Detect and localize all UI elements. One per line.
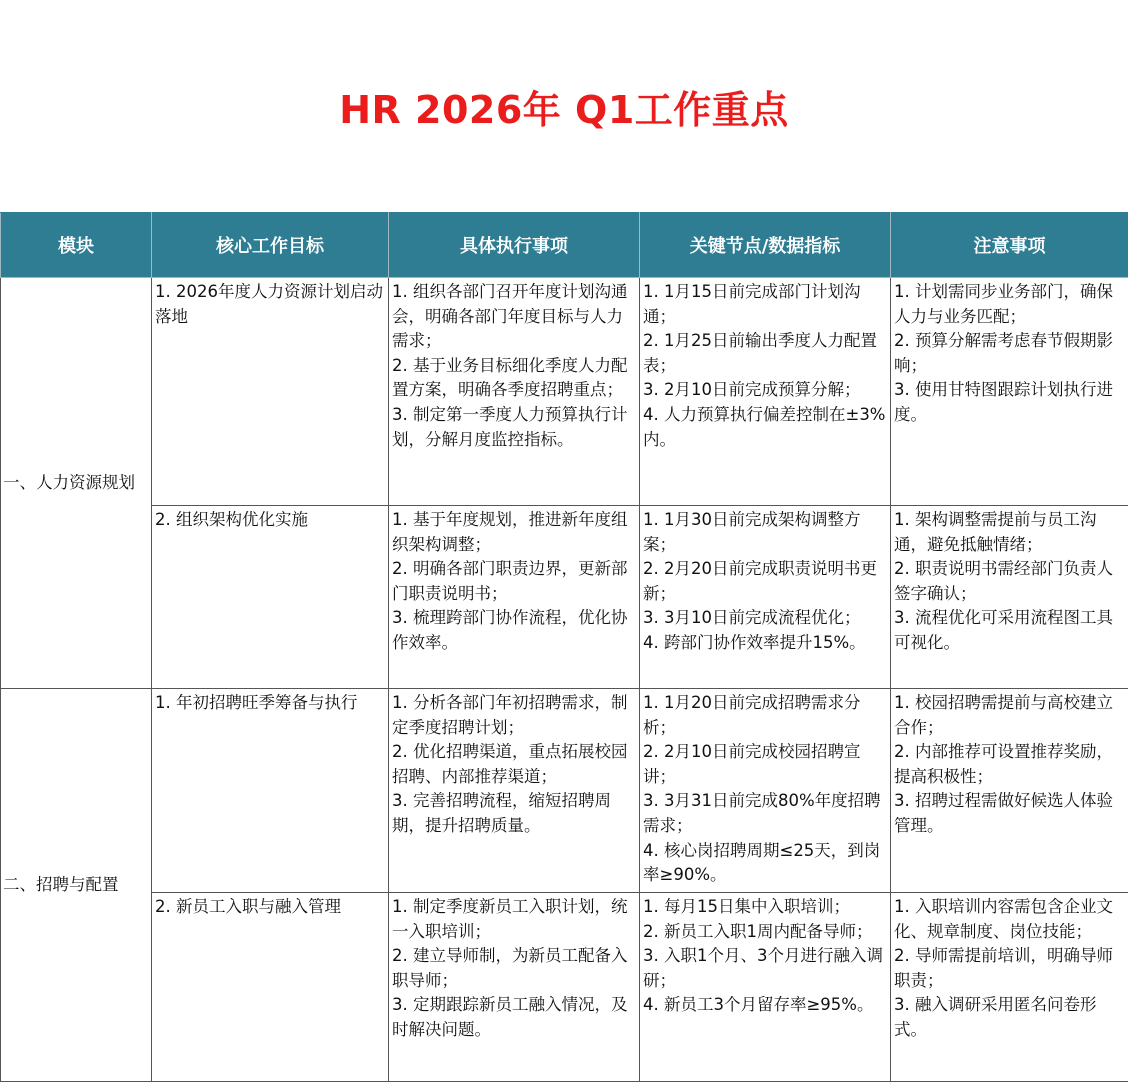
milestone-item: 2. 2月20日前完成职责说明书更新； [643,557,887,606]
action-item: 3. 完善招聘流程，缩短招聘周期，提升招聘质量。 [392,789,636,838]
notes-cell [891,893,1128,1082]
note-item: 1. 入职培训内容需包含企业文化、规章制度、岗位技能； [894,895,1125,944]
goal-cell: 2. 组织架构优化实施 [152,506,389,689]
notes-cell [891,689,1128,893]
milestones-cell [640,278,891,506]
milestone-item: 1. 每月15日集中入职培训； [643,895,887,920]
table-row [1,893,1128,1082]
note-item: 2. 内部推荐可设置推荐奖励，提高积极性； [894,740,1125,789]
header-module: 模块 [1,213,152,278]
note-item: 3. 流程优化可采用流程图工具可视化。 [894,606,1125,655]
action-item: 2. 明确各部门职责边界，更新部门职责说明书； [392,557,636,606]
table-row [1,278,1128,506]
milestone-item: 2. 1月25日前输出季度人力配置表； [643,329,887,378]
action-item: 3. 梳理跨部门协作流程，优化协作效率。 [392,606,636,655]
table-header-row [1,213,1128,278]
milestone-item: 3. 3月31日前完成80%年度招聘需求； [643,789,887,838]
note-item: 2. 职责说明书需经部门负责人签字确认； [894,557,1125,606]
milestones-cell [640,506,891,689]
goal-cell: 2. 新员工入职与融入管理 [152,893,389,1082]
note-item: 1. 计划需同步业务部门，确保人力与业务匹配； [894,280,1125,329]
milestone-item: 4. 跨部门协作效率提升15%。 [643,631,887,656]
milestone-item: 3. 2月10日前完成预算分解； [643,378,887,403]
milestone-item: 4. 核心岗招聘周期≤25天，到岗率≥90%。 [643,839,887,888]
note-item: 3. 使用甘特图跟踪计划执行进度。 [894,378,1125,427]
goal-cell: 1. 年初招聘旺季筹备与执行 [152,689,389,893]
actions-cell [389,278,640,506]
milestone-item: 1. 1月15日前完成部门计划沟通； [643,280,887,329]
title-area [0,0,1128,212]
action-item: 2. 建立导师制，为新员工配备入职导师； [392,944,636,993]
header-milestones: 关键节点/数据指标 [640,213,891,278]
note-item: 2. 导师需提前培训，明确导师职责； [894,944,1125,993]
table-row [1,689,1128,893]
milestone-item: 2. 新员工入职1周内配备导师； [643,920,887,945]
work-plan-table [0,212,1128,1082]
actions-cell [389,689,640,893]
milestone-item: 4. 新员工3个月留存率≥95%。 [643,993,887,1018]
milestone-item: 4. 人力预算执行偏差控制在±3%内。 [643,403,887,452]
milestone-item: 3. 3月10日前完成流程优化； [643,606,887,631]
action-item: 2. 基于业务目标细化季度人力配置方案，明确各季度招聘重点； [392,354,636,403]
action-item: 3. 制定第一季度人力预算执行计划，分解月度监控指标。 [392,403,636,452]
note-item: 1. 架构调整需提前与员工沟通，避免抵触情绪； [894,508,1125,557]
action-item: 3. 定期跟踪新员工融入情况，及时解决问题。 [392,993,636,1042]
goal-cell: 1. 2026年度人力资源计划启动落地 [152,278,389,506]
milestones-cell [640,893,891,1082]
header-goal: 核心工作目标 [152,213,389,278]
header-notes: 注意事项 [891,213,1128,278]
note-item: 3. 融入调研采用匿名问卷形式。 [894,993,1125,1042]
action-item: 2. 优化招聘渠道，重点拓展校园招聘、内部推荐渠道； [392,740,636,789]
actions-cell [389,893,640,1082]
header-actions: 具体执行事项 [389,213,640,278]
milestones-cell [640,689,891,893]
action-item: 1. 基于年度规划，推进新年度组织架构调整； [392,508,636,557]
actions-cell [389,506,640,689]
note-item: 3. 招聘过程需做好候选人体验管理。 [894,789,1125,838]
milestone-item: 3. 入职1个月、3个月进行融入调研； [643,944,887,993]
milestone-item: 1. 1月20日前完成招聘需求分析； [643,691,887,740]
notes-cell [891,278,1128,506]
milestone-item: 2. 2月10日前完成校园招聘宣讲； [643,740,887,789]
table-row [1,506,1128,689]
action-item: 1. 制定季度新员工入职计划，统一入职培训； [392,895,636,944]
notes-cell [891,506,1128,689]
action-item: 1. 分析各部门年初招聘需求，制定季度招聘计划； [392,691,636,740]
milestone-item: 1. 1月30日前完成架构调整方案； [643,508,887,557]
page-title: HR 2026年 Q1工作重点 [339,79,789,134]
note-item: 2. 预算分解需考虑春节假期影响； [894,329,1125,378]
module-cell-hr-planning: 一、人力资源规划 [1,278,152,689]
note-item: 1. 校园招聘需提前与高校建立合作； [894,691,1125,740]
action-item: 1. 组织各部门召开年度计划沟通会，明确各部门年度目标与人力需求； [392,280,636,354]
module-cell-recruitment: 二、招聘与配置 [1,689,152,1082]
